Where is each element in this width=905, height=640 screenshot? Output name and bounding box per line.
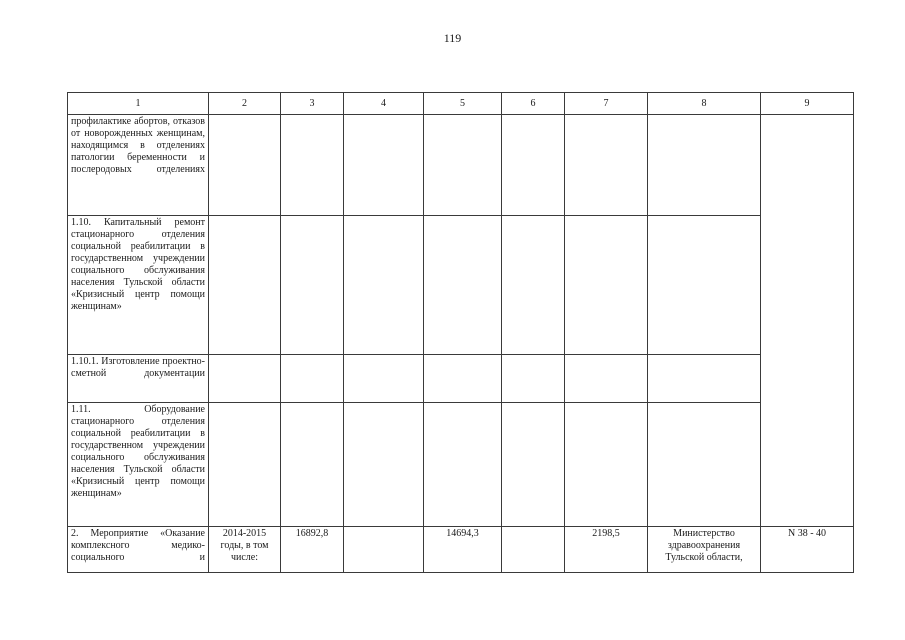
table-cell xyxy=(344,216,424,355)
program-table xyxy=(67,92,854,573)
table-cell xyxy=(565,216,648,355)
row-description: 1.11. Оборудование стационарного отделения социальной реабилитации в государственном учреждении социального обслуживания населения Тульской области «Кризисный центр помощи женщинам» xyxy=(68,403,209,527)
regional-budget-cell: 14694,3 xyxy=(424,527,502,573)
header-cell: 1 xyxy=(68,93,209,115)
table-row xyxy=(68,527,854,573)
table-cell xyxy=(502,527,565,573)
table-row xyxy=(68,355,854,403)
table-cell xyxy=(648,115,761,216)
table-cell xyxy=(281,216,344,355)
table-cell xyxy=(209,115,281,216)
table-cell xyxy=(424,403,502,527)
page-number: 119 xyxy=(443,31,462,45)
executor-cell: Министерство здравоохранения Тульской области, xyxy=(648,527,761,573)
table-cell xyxy=(648,355,761,403)
header-cell: 2 xyxy=(209,93,281,115)
table-cell xyxy=(502,355,565,403)
table-row xyxy=(68,115,854,216)
total-amount-cell: 16892,8 xyxy=(281,527,344,573)
table-cell xyxy=(502,115,565,216)
table-cell xyxy=(648,216,761,355)
table-cell xyxy=(209,403,281,527)
table-cell xyxy=(565,403,648,527)
table-cell xyxy=(281,403,344,527)
header-cell: 6 xyxy=(502,93,565,115)
table-cell xyxy=(424,355,502,403)
table-cell xyxy=(281,355,344,403)
table-cell xyxy=(344,355,424,403)
table-cell xyxy=(502,216,565,355)
table-cell xyxy=(424,216,502,355)
table-cell xyxy=(502,403,565,527)
table-cell xyxy=(209,216,281,355)
row-description: 2. Мероприятие «Оказание комплексного медико-социального и xyxy=(68,527,209,573)
header-cell: 3 xyxy=(281,93,344,115)
table-row xyxy=(68,216,854,355)
table-cell xyxy=(424,115,502,216)
table-cell xyxy=(344,403,424,527)
table-cell xyxy=(281,115,344,216)
table-cell xyxy=(344,115,424,216)
period-cell: 2014-2015 годы, в том числе: xyxy=(209,527,281,573)
header-cell: 7 xyxy=(565,93,648,115)
row-description: 1.10.1. Изготовление проектно-сметной документации xyxy=(68,355,209,403)
other-sources-cell: 2198,5 xyxy=(565,527,648,573)
table-cell xyxy=(209,355,281,403)
table-row xyxy=(68,403,854,527)
header-cell: 9 xyxy=(761,93,854,115)
row-description: 1.10. Капитальный ремонт стационарного отделения социальной реабилитации в государственном учреждении социального обслуживания населения Тульской области «Кризисный центр помощи женщинам» xyxy=(68,216,209,355)
table-cell xyxy=(648,403,761,527)
header-row xyxy=(68,93,854,115)
table-cell xyxy=(565,115,648,216)
row-description: профилактике абортов, отказов от новорожденных женщинам, находящимся в отделениях патологии беременности и послеродовых отделениях xyxy=(68,115,209,216)
header-cell: 5 xyxy=(424,93,502,115)
header-cell: 4 xyxy=(344,93,424,115)
table-cell xyxy=(344,527,424,573)
table-cell xyxy=(565,355,648,403)
merged-column-9-cell xyxy=(761,115,854,527)
header-cell: 8 xyxy=(648,93,761,115)
indicator-cell: N 38 - 40 xyxy=(761,527,854,573)
